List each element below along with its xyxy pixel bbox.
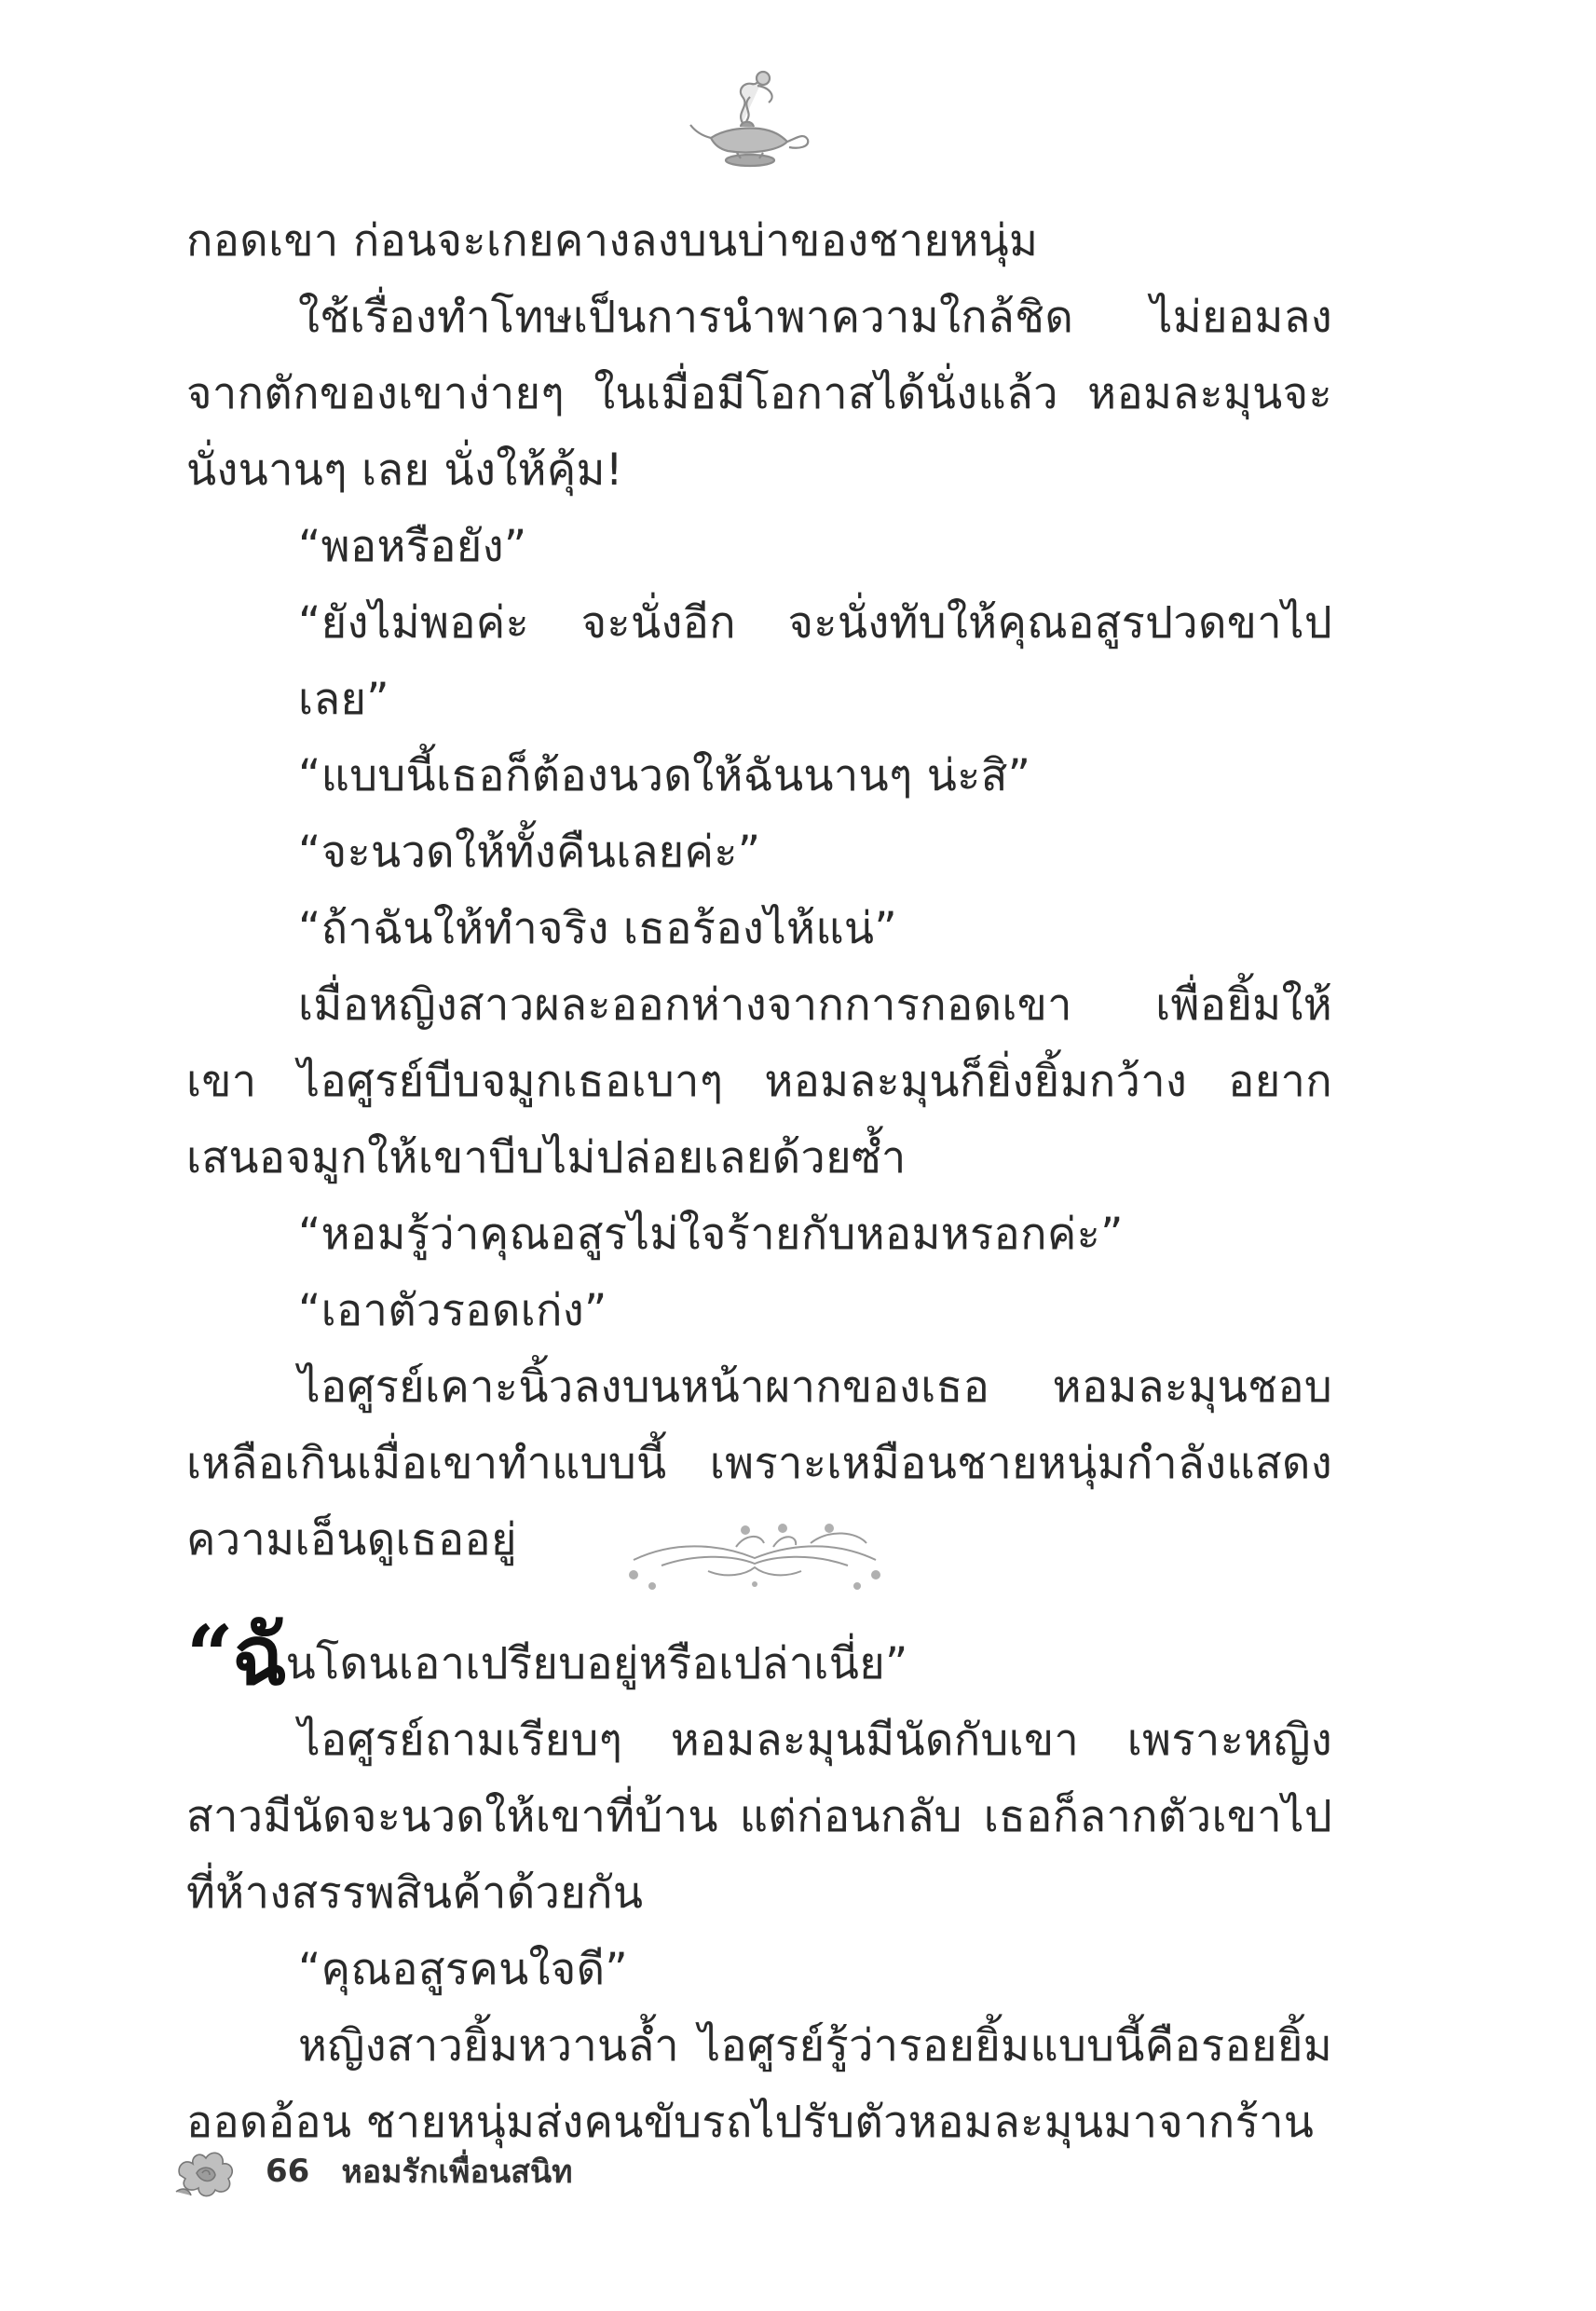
book-title: หอมรักเพื่อนสนิท: [341, 2154, 573, 2191]
chapter-opening-line: [186, 1607, 1332, 1703]
dialogue-line: “ถ้าฉันให้ทำจริง เธอร้องไห้แน่”: [298, 903, 898, 954]
paragraph: หญิงสาวยิ้มหวานล้ำ ไอศูรย์รู้ว่ารอยยิ้มแบบนี้คือรอยยิ้มออดอ้อน ชายหนุ่มส่งคนขับรถไปรับตัวหอมละมุนมาจากร้าน: [186, 2020, 1332, 2148]
page-number: 66: [266, 2153, 310, 2190]
genie-lamp-icon: [685, 65, 815, 177]
text-block-2: [186, 1607, 1332, 2161]
floral-scroll-divider-icon: [596, 1519, 913, 1593]
drop-cap: “ฉั: [186, 1607, 286, 1703]
paragraph: ไอศูรย์ถามเรียบๆ หอมละมุนมีนัดกับเขา เพราะหญิงสาวมีนัดจะนวดให้เขาที่บ้าน แต่ก่อนกลับ เธอก็ลากตัวเขาไปที่ห้างสรรพสินค้าด้วยกัน: [186, 1715, 1332, 1919]
dialogue-line: “แบบนี้เธอก็ต้องนวดให้ฉันนานๆ น่ะสิ”: [298, 750, 1031, 801]
dialogue-line: “คุณอสูรคนใจดี”: [298, 1944, 629, 1995]
paragraph: กอดเขา ก่อนจะเกยคางลงบนบ่าของชายหนุ่ม: [186, 215, 1039, 267]
dialogue-line: “เอาตัวรอดเก่ง”: [298, 1285, 607, 1336]
paragraph: ใช้เรื่องทำโทษเป็นการนำพาความใกล้ชิด ไม่ยอมลงจากตักของเขาง่ายๆ ในเมื่อมีโอกาสได้นั่งแล้ว หอมละมุนจะนั่งนานๆ เลย นั่งให้คุ้ม!: [186, 292, 1332, 496]
text-block-1: [186, 203, 1332, 1579]
dialogue-line: “จะนวดให้ทั้งคืนเลยค่ะ”: [298, 827, 761, 878]
paragraph: ไอศูรย์เคาะนิ้วลงบนหน้าผากของเธอ หอมละมุนชอบเหลือเกินเมื่อเขาทำแบบนี้ เพราะเหมือนชายหนุ่มกำลังแสดงความเอ็นดูเธออยู่: [186, 1361, 1332, 1566]
opening-line-rest: นโดนเอาเปรียบอยู่หรือเปล่าเนี่ย”: [285, 1638, 908, 1689]
dialogue-line: “พอหรือยัง”: [298, 521, 527, 572]
dialogue-line: “หอมรู้ว่าคุณอสูรไม่ใจร้ายกับหอมหรอกค่ะ”: [298, 1209, 1124, 1260]
rose-icon: [172, 2138, 239, 2205]
dialogue-line: “ยังไม่พอค่ะ จะนั่งอีก จะนั่งทับให้คุณอสูรปวดขาไปเลย”: [298, 597, 1332, 725]
page-footer: [172, 2134, 573, 2208]
paragraph: เมื่อหญิงสาวผละออกห่างจากการกอดเขา เพื่อยิ้มให้เขา ไอศูรย์บีบจมูกเธอเบาๆ หอมละมุนก็ยิ่งยิ้มกว้าง อยากเสนอจมูกให้เขาบีบไม่ปล่อยเลยด้วยซ้ำ: [186, 979, 1332, 1183]
